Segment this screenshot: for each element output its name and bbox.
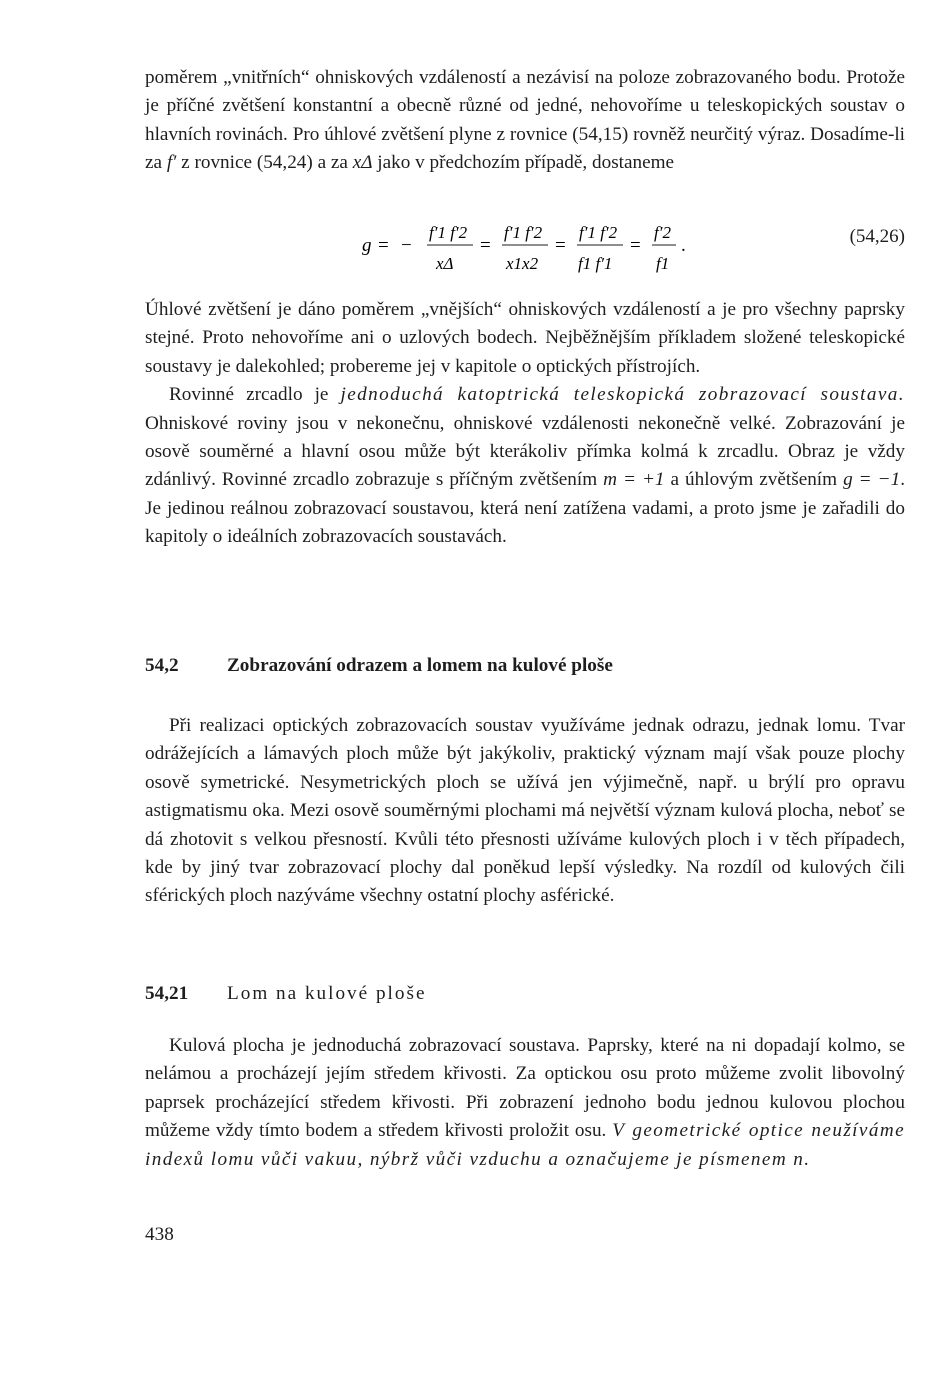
page-number: 438: [145, 1224, 174, 1245]
equation-graphic: [145, 214, 905, 276]
paragraphs-telescopic: [145, 296, 905, 552]
m-expression: m = +1: [603, 469, 665, 491]
equation-54-26: [145, 214, 905, 276]
eq-period: .: [681, 235, 686, 256]
eq-frac4-num: f′2: [654, 223, 671, 242]
eq-equals-4: =: [630, 235, 641, 256]
eq-frac3-num: f′1 f′2: [579, 223, 618, 242]
subsection-number: 54,21: [145, 983, 189, 1004]
paragraph-angular-magnification: Úhlové zvětšení je dáno poměrem „vnějších“ ohniskových vzdáleností a je pro všechny paprsky stejné. Proto nehovoříme ani o uzlových bodech. Nejběžnějším příkladem složené teleskopické soustavy je dalekohled; probereme jej v kapitole o optických přístrojích.: [145, 299, 905, 377]
eq-equals-3: =: [555, 235, 566, 256]
paragraph-plane-mirror: Rovinné zrcadlo je jednoduchá katoptrická teleskopická zobrazovací soustava. Ohniskové roviny jsou v nekonečnu, ohniskové vzdálenosti nekonečně velké. Zobrazování je osově souměrné a hlavní osou může být kterákoliv přímka kolmá k zrcadlu. Obraz je vždy zdánlivý. Rovinné zrcadlo zobrazuje s příčným zvětšením m = +1 a úhlovým zvětšením g = −1. Je jedinou reálnou zobrazovací soustavou, která není zatížena vadami, a proto jsme je zařadili do kapitoly o ideálních zobrazovacích soustavách.: [145, 384, 906, 548]
eq-frac2-num: f′1 f′2: [504, 223, 543, 242]
paragraph-refraction: Kulová plocha je jednoduchá zobrazovací soustava. Paprsky, které na ni dopadají kolmo, se nelámou a procházejí jejím středem křivosti. Za optickou osu proto můžeme zvolit libovolný paprsek procházející středem křivosti. Při zobrazení jednoho bodu jednou kulovou plochou můžeme vždy tímto bodem a středem křivosti proložit osu. V geometrické optice neužíváme indexů lomu vůči vakuu, nýbrž vůči vzduchu a označujeme je písmenem n.: [145, 1035, 905, 1170]
emphasis-definition: jednoduchá katoptrická teleskopická zobrazovací soustava.: [340, 384, 906, 406]
eq-equals-2: =: [480, 235, 491, 256]
paragraph-intro: poměrem „vnitřních“ ohniskových vzdáleností a nezávisí na poloze zobrazovaného bodu. Protože je příčné zvětšení konstantní a obecně různé od jedné, nehovoříme u teleskopických soustav o hlavních rovinách. Pro úhlové zvětšení plyne z rovnice (54,15) rovněž neurčitý výraz. Dosadíme-li za f′ z rovnice (54,24) a za xΔ jako v předchozím případě, dostaneme: [145, 67, 905, 174]
section-heading-54-21: [145, 981, 426, 1007]
equation-number: (54,26): [849, 226, 905, 247]
emphasis-refraction-index: V geometrické optice neužíváme indexů lomu vůči vakuu, nýbrž vůči vzduchu a označujeme je písmenem n.: [145, 1120, 905, 1170]
paragraph-spherical-surfaces: Při realizaci optických zobrazovacích soustav využíváme jednak odrazu, jednak lomu. Tvar odrážejících a lámavých ploch může být jakýkoliv, praktický význam mají však pouze plochy osově symetrické. Nesymetrických ploch se užívá jen výjimečně, např. u brýlí pro opravu astigmatismu oka. Mezi osově souměrnými plochami má největší význam kulová plocha, neboť se dá zhotovit s velkou přesností. Kvůli této přesnosti užíváme kulových ploch i v těch případech, kde by jiný tvar zobrazovací plochy dal poněkud lepší výsledky. Na rozdíl od kulových čili sférických ploch nazýváme všechny ostatní plochy asférické.: [145, 715, 905, 907]
eq-frac1-den: xΔ: [436, 254, 454, 273]
f-prime-symbol: f′: [166, 152, 177, 174]
section-heading-54-2: [145, 653, 613, 679]
subsection-title: Lom na kulové ploše: [227, 983, 427, 1004]
eq-minus: −: [401, 235, 412, 256]
x-delta-symbol: xΔ: [352, 152, 373, 174]
eq-equals-1: =: [378, 235, 389, 256]
section-title: Zobrazování odrazem a lomem na kulové ploše: [227, 655, 613, 676]
eq-frac4-den: f1: [656, 254, 670, 273]
g-expression: g = −1: [843, 469, 901, 491]
eq-frac1-num: f′1 f′2: [429, 223, 468, 242]
eq-frac3-den: f1 f′1: [578, 254, 613, 273]
eq-frac2-den: x1x2: [506, 254, 539, 273]
eq-lhs: g: [362, 235, 372, 256]
section-number: 54,2: [145, 655, 179, 676]
